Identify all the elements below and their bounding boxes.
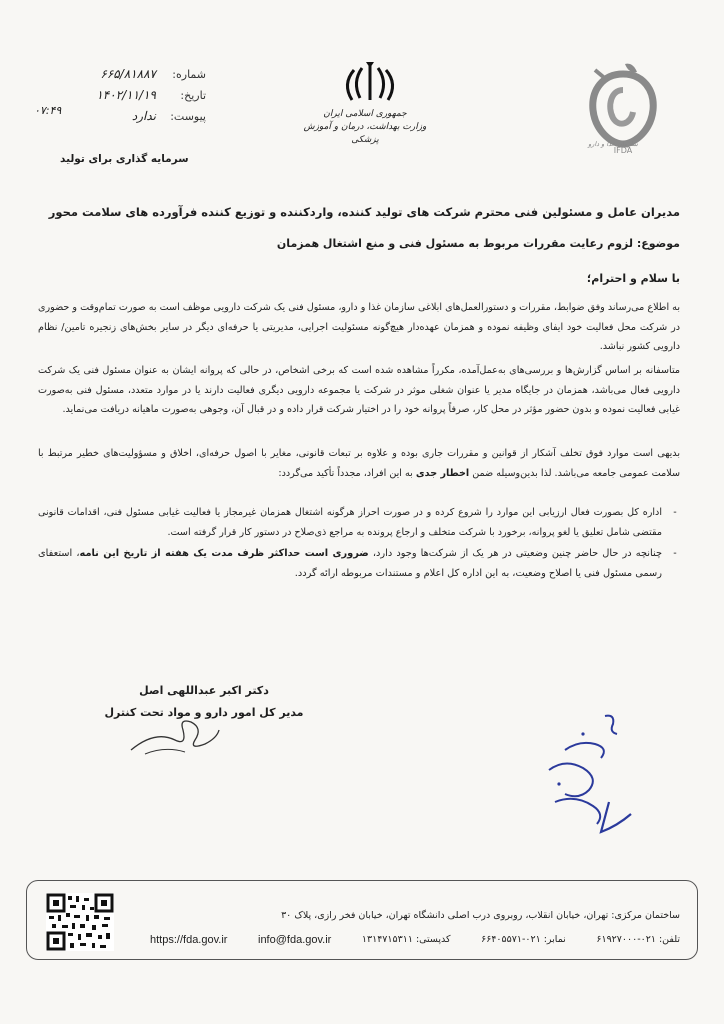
- fda-subtext: سازمان غذا و دارو: [588, 140, 638, 148]
- attachment-row: [36, 106, 206, 127]
- bullet-1-text: اداره کل بصورت فعال ارزیابی این موارد را شروع کرده و در صورت احراز هرگونه اشتغال همزمان غیرمجاز یا فعالیت غیابی مسئول فنی، اقدامات قانونی مقتضی شامل تعلیق یا لغو پروانه، برخورد با شرکت متخلف و ارجاع پرونده به مراجع ذی‌صلاح در دستور کار قرار گرفته است.: [38, 507, 662, 538]
- paragraph-3-start: بدیهی است موارد فوق تخلف آشکار از قوانین و مقررات جاری بوده و علاوه بر تبعات قانونی، مغایر با اصول حرفه‌ای، اخلاق و مسؤولیت‌های خطیر مرتبط با سلامت عمومی جامعه می‌باشد. لذا بدین‌وسیله ضمن: [38, 448, 680, 479]
- footer-fax: نمابر: ۰۲۱-۶۶۴۰۵۵۷۱: [481, 934, 566, 945]
- paragraph-3: [38, 444, 680, 483]
- date-row: [36, 85, 206, 106]
- deadline-emphasis: ضروری است حداکثر ظرف مدت یک هفته از تاریخ این نامه: [79, 548, 369, 559]
- subject: موضوع: لزوم رعایت مقررات مربوط به مسئول فنی و منع اشتغال همزمان: [276, 237, 680, 250]
- bullet-2-start: چنانچه در حال حاضر چنین وضعیتی در هر یک از شرکت‌ها وجود دارد،: [368, 548, 663, 559]
- signer-title: مدیر کل امور دارو و مواد تحت کنترل: [104, 706, 304, 719]
- footer-postal: کدپستی: ۱۳۱۴۷۱۵۳۱۱: [361, 934, 451, 945]
- header-note: سرمایه گذاری برای تولید: [60, 153, 189, 165]
- handwritten-signature-icon: [125, 700, 225, 760]
- serious-warning: اخطار جدی: [415, 467, 470, 479]
- handwritten-note-icon: [535, 710, 635, 840]
- greeting: با سلام و احترام؛: [586, 272, 680, 285]
- qr-code-icon: [46, 893, 114, 951]
- fda-mark: IFDA: [613, 146, 633, 155]
- directive-list: [38, 503, 680, 585]
- time-value: ۰۷:۴۹: [34, 104, 62, 117]
- paragraph-3-end: به این افراد، مجدداً تأکید می‌گردد:: [278, 467, 416, 479]
- bullet-mark: -: [673, 507, 677, 518]
- bullet-2-end: ، استعفای رسمی مسئول فنی یا اصلاح وضعیت، به این اداره کل اعلام و مستندات مربوطه ارائه گردد.: [38, 548, 662, 579]
- footer-website[interactable]: https://fda.gov.ir: [150, 934, 228, 946]
- ministry-title: [300, 108, 430, 147]
- list-item: [38, 503, 680, 542]
- ministry-line2: وزارت بهداشت، درمان و آموزش پزشکی: [303, 122, 427, 145]
- footer-email[interactable]: info@fda.gov.ir: [258, 934, 332, 946]
- letter-meta: [36, 64, 206, 127]
- addressee: مدیران عامل و مسئولین فنی محترم شرکت های تولید کننده، واردکننده و توزیع کننده فرآورده های سلامت محور: [48, 205, 680, 219]
- number-value: ۶۶۵/۸۱۸۸۷: [100, 67, 156, 81]
- bullet-2-text: [38, 544, 662, 583]
- number-label: شماره:: [172, 68, 206, 81]
- iran-emblem-icon: [340, 60, 400, 106]
- date-value: ۱۴۰۲/۱۱/۱۹: [96, 88, 156, 102]
- ministry-line1: جمهوری اسلامی ایران: [323, 109, 407, 119]
- signer-name: دکتر اکبر عبداللهی اصل: [139, 684, 269, 697]
- footer-contact-row: [150, 934, 680, 946]
- attachment-label: پیوست:: [170, 110, 206, 123]
- bullet-mark: -: [673, 548, 677, 559]
- footer-phone: تلفن: ۰۲۱-۶۱۹۲۷۰۰۰: [596, 934, 680, 945]
- footer-address: ساختمان مرکزی: تهران، خیابان انقلاب، روبروی درب اصلی دانشگاه تهران، خیابان فخر رازی، پلاک ۳۰: [281, 910, 680, 921]
- date-label: تاریخ:: [180, 89, 206, 102]
- paragraph-2: متاسفانه بر اساس گزارش‌ها و بررسی‌های به‌عمل‌آمده، مکرراً مشاهده شده است که برخی اشخاص، در حالی که پروانه ایشان به عنوان مسئول فنی یک شرکت دارویی فعال می‌باشد، همزمان در جایگاه مدیر یا عنوان شغلی موثر در شرکت یا مجموعه دارویی دیگری فعالیت دارند یا در موارد متعدد، مسئول فنی به‌صورت غیابی فعالیت نموده و بدون حضور مؤثر در محل کار، صرفاً پروانه خود را در اختیار شرکت قرار داده و در قبال آن، وجوهی به‌صورت ماهیانه دریافت می‌نماید.: [38, 365, 680, 415]
- number-row: [36, 64, 206, 85]
- list-item: [38, 544, 680, 583]
- paragraph-1: به اطلاع می‌رساند وفق ضوابط، مقررات و دستورالعمل‌های ابلاغی سازمان غذا و دارو، مسئول فنی یک شرکت دارویی موظف است به صورت تمام‌وقت و حضوری در شرکت محل فعالیت خود ایفای وظیفه نموده و همزمان عهده‌دار هیچ‌گونه مسئولیت اجرایی، مدیریتی یا حرفه‌ای دیگر در سایر بخش‌های زنجیره تامین/ نظام دارویی کشور نباشد.: [38, 302, 680, 352]
- attachment-value: ندارد: [131, 109, 156, 123]
